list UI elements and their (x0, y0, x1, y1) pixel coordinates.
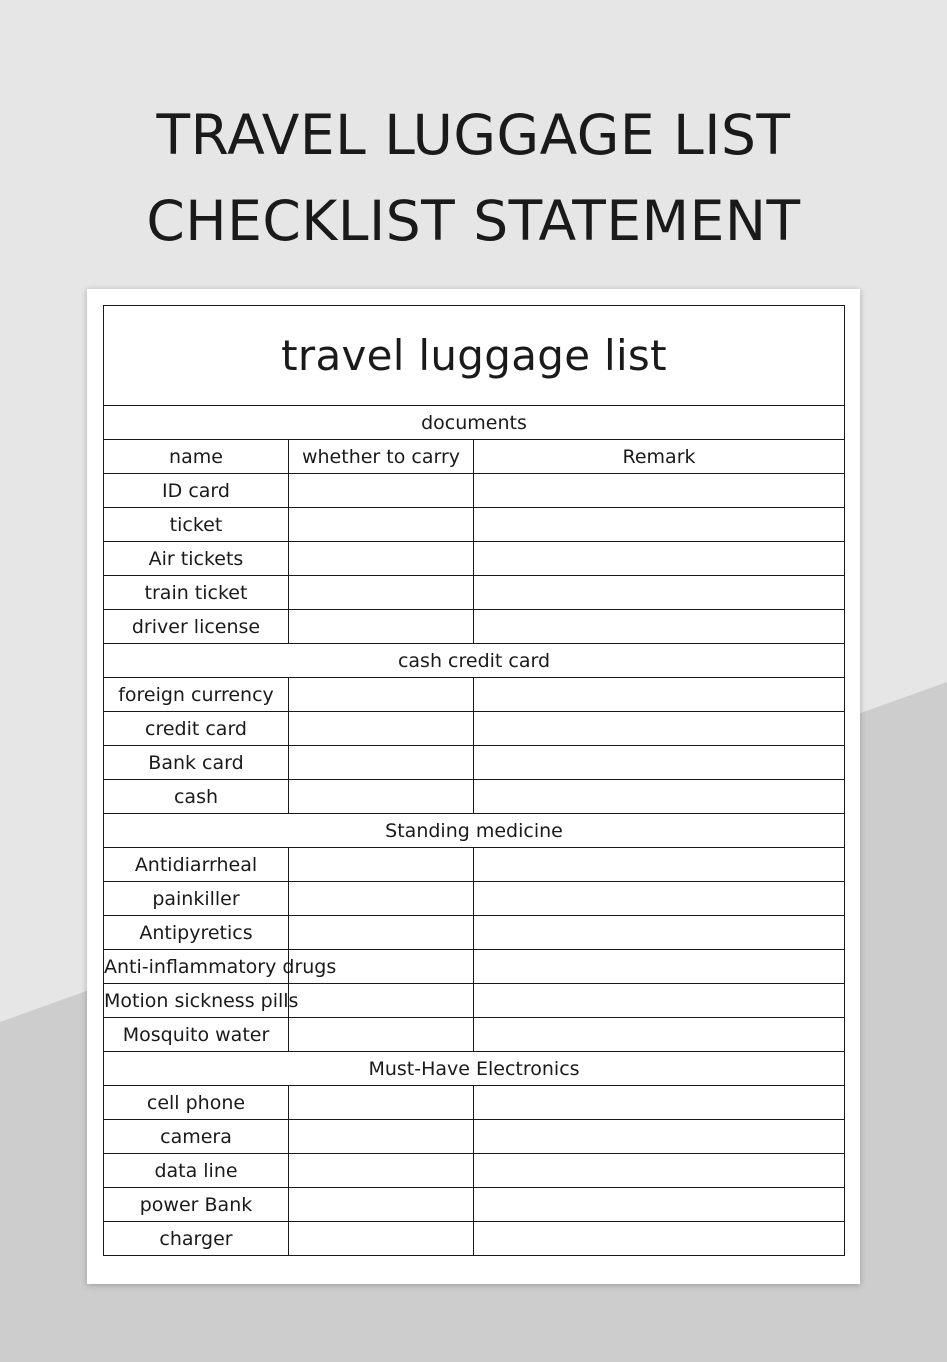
table-row (104, 678, 845, 712)
carry-cell[interactable] (289, 1222, 474, 1256)
remark-cell[interactable] (474, 1188, 845, 1222)
item-name: painkiller (104, 882, 289, 916)
table-row (104, 576, 845, 610)
remark-cell[interactable] (474, 984, 845, 1018)
carry-cell[interactable] (289, 1086, 474, 1120)
section-row (104, 814, 845, 848)
table-row (104, 984, 845, 1018)
remark-cell[interactable] (474, 916, 845, 950)
remark-cell[interactable] (474, 610, 845, 644)
remark-cell[interactable] (474, 1018, 845, 1052)
item-name: ticket (104, 508, 289, 542)
section-label: cash credit card (104, 644, 845, 678)
table-row (104, 780, 845, 814)
carry-cell[interactable] (289, 848, 474, 882)
item-name: credit card (104, 712, 289, 746)
remark-cell[interactable] (474, 576, 845, 610)
carry-cell[interactable] (289, 508, 474, 542)
remark-cell[interactable] (474, 1086, 845, 1120)
table-row (104, 950, 845, 984)
section-row (104, 644, 845, 678)
remark-cell[interactable] (474, 1154, 845, 1188)
luggage-table (103, 305, 845, 1256)
item-name: driver license (104, 610, 289, 644)
remark-cell[interactable] (474, 508, 845, 542)
column-header-remark: Remark (474, 440, 845, 474)
page-heading (0, 92, 947, 264)
item-name: camera (104, 1120, 289, 1154)
section-row (104, 406, 845, 440)
carry-cell[interactable] (289, 1188, 474, 1222)
remark-cell[interactable] (474, 712, 845, 746)
heading-line-2: CHECKLIST STATEMENT (146, 189, 801, 253)
item-name: power Bank (104, 1188, 289, 1222)
table-row (104, 916, 845, 950)
table-row (104, 610, 845, 644)
item-name: Motion sickness pills (104, 984, 289, 1018)
item-name: Bank card (104, 746, 289, 780)
item-name: Mosquito water (104, 1018, 289, 1052)
table-row (104, 746, 845, 780)
section-label: Standing medicine (104, 814, 845, 848)
carry-cell[interactable] (289, 1154, 474, 1188)
table-row (104, 848, 845, 882)
item-name: Air tickets (104, 542, 289, 576)
item-name: cash (104, 780, 289, 814)
table-row (104, 508, 845, 542)
carry-cell[interactable] (289, 1018, 474, 1052)
table-row (104, 474, 845, 508)
table-row (104, 1188, 845, 1222)
item-name: foreign currency (104, 678, 289, 712)
table-row (104, 1018, 845, 1052)
heading-line-1: TRAVEL LUGGAGE LIST (156, 103, 791, 167)
section-label: documents (104, 406, 845, 440)
carry-cell[interactable] (289, 984, 474, 1018)
item-name: data line (104, 1154, 289, 1188)
table-row (104, 712, 845, 746)
remark-cell[interactable] (474, 678, 845, 712)
item-name: Antidiarrheal (104, 848, 289, 882)
carry-cell[interactable] (289, 542, 474, 576)
table-row (104, 1086, 845, 1120)
remark-cell[interactable] (474, 848, 845, 882)
remark-cell[interactable] (474, 780, 845, 814)
item-name: Antipyretics (104, 916, 289, 950)
table-row (104, 1154, 845, 1188)
section-label: Must-Have Electronics (104, 1052, 845, 1086)
carry-cell[interactable] (289, 576, 474, 610)
carry-cell[interactable] (289, 678, 474, 712)
column-header-name: name (104, 440, 289, 474)
item-name: cell phone (104, 1086, 289, 1120)
table-row (104, 882, 845, 916)
item-name: train ticket (104, 576, 289, 610)
carry-cell[interactable] (289, 882, 474, 916)
table-row (104, 542, 845, 576)
remark-cell[interactable] (474, 1222, 845, 1256)
remark-cell[interactable] (474, 542, 845, 576)
remark-cell[interactable] (474, 474, 845, 508)
remark-cell[interactable] (474, 1120, 845, 1154)
carry-cell[interactable] (289, 916, 474, 950)
remark-cell[interactable] (474, 746, 845, 780)
table-row (104, 1120, 845, 1154)
column-header-carry: whether to carry (289, 440, 474, 474)
carry-cell[interactable] (289, 746, 474, 780)
carry-cell[interactable] (289, 1120, 474, 1154)
carry-cell[interactable] (289, 780, 474, 814)
carry-cell[interactable] (289, 610, 474, 644)
item-name: Anti-inflammatory drugs (104, 950, 289, 984)
item-name: charger (104, 1222, 289, 1256)
table-row (104, 1222, 845, 1256)
carry-cell[interactable] (289, 712, 474, 746)
table-title: travel luggage list (104, 306, 845, 406)
checklist-sheet (87, 289, 860, 1284)
header-row (104, 440, 845, 474)
remark-cell[interactable] (474, 882, 845, 916)
remark-cell[interactable] (474, 950, 845, 984)
carry-cell[interactable] (289, 474, 474, 508)
item-name: ID card (104, 474, 289, 508)
title-row (104, 306, 845, 406)
section-row (104, 1052, 845, 1086)
